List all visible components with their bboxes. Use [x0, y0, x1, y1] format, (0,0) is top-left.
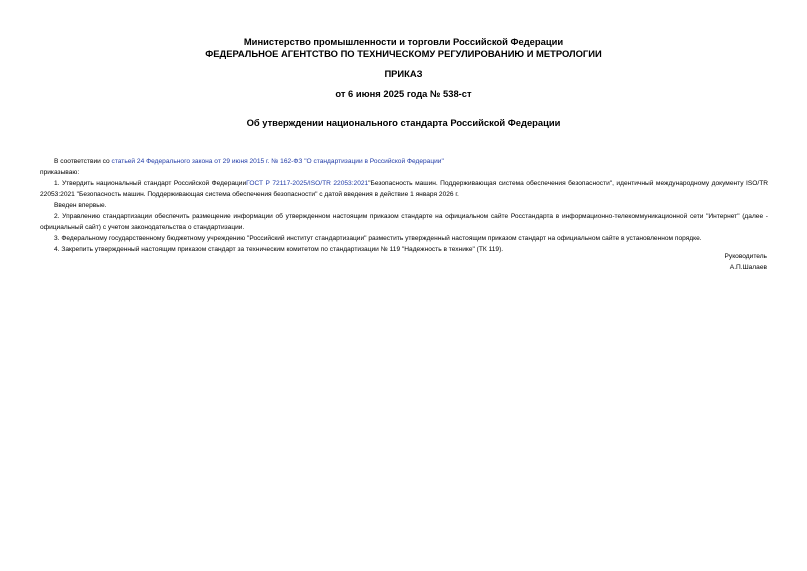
order-subject: Об утверждении национального стандарта Российской Федерации [246, 117, 561, 128]
item-1-paragraph [40, 178, 768, 200]
decree-paragraph: приказываю: [40, 169, 80, 176]
signatory-name: А.П.Шалаев [729, 264, 767, 271]
signatory-position: Руководитель [724, 253, 767, 260]
item-2-paragraph: 2. Управлению стандартизации обеспечить размещение информации об утвержденном настоящим приказом стандарте на официальном сайте Росстандарта в информационно-телекоммуникационной сети "Интернет" (далее - официальный сайт) с учетом законодательства о стандартизации. [40, 213, 768, 231]
preamble-paragraph [40, 156, 768, 167]
agency-name: ФЕДЕРАЛЬНОЕ АГЕНТСТВО ПО ТЕХНИЧЕСКОМУ РЕГУЛИРОВАНИЮ И МЕТРОЛОГИИ [205, 48, 602, 59]
federal-law-link[interactable]: статьей 24 Федерального закона от 29 июня 2015 г. № 162-ФЗ "О стандартизации в Российской Федерации" [111, 158, 444, 165]
item-4-paragraph: 4. Закрепить утвержденный настоящим приказом стандарт за техническим комитетом по стандартизации № 119 "Надежность в технике" (ТК 119). [54, 246, 504, 253]
gost-standard-link[interactable]: ГОСТ Р 72117-2025/ISO/TR 22053:2021 [246, 180, 369, 187]
introduced-paragraph: Введен впервые. [54, 202, 107, 209]
item-1-suffix: "Безопасность машин. Поддерживающая система обеспечения безопасности", идентичный международному документу ISO/TR 22053:2021 "Безопасность машин. Поддерживающая система обеспечения безопасности" с датой введения в действие 1 января 2026 г. [40, 180, 768, 198]
document-body [40, 156, 768, 255]
item-1-prefix: 1. Утвердить национальный стандарт Российской Федерации [54, 180, 247, 187]
order-title: ПРИКАЗ [384, 68, 423, 79]
ministry-name: Министерство промышленности и торговли Российской Федерации [243, 36, 564, 47]
item-3-paragraph: 3. Федеральному государственному бюджетному учреждению "Российский институт стандартизации" разместить утвержденный настоящим приказом стандарт на официальном сайте в установленном порядке. [54, 235, 702, 242]
order-date-number: от 6 июня 2025 года № 538-ст [335, 88, 472, 99]
preamble-prefix: В соответствии со [54, 158, 112, 165]
document-header [0, 36, 807, 60]
signature-block [725, 251, 767, 273]
